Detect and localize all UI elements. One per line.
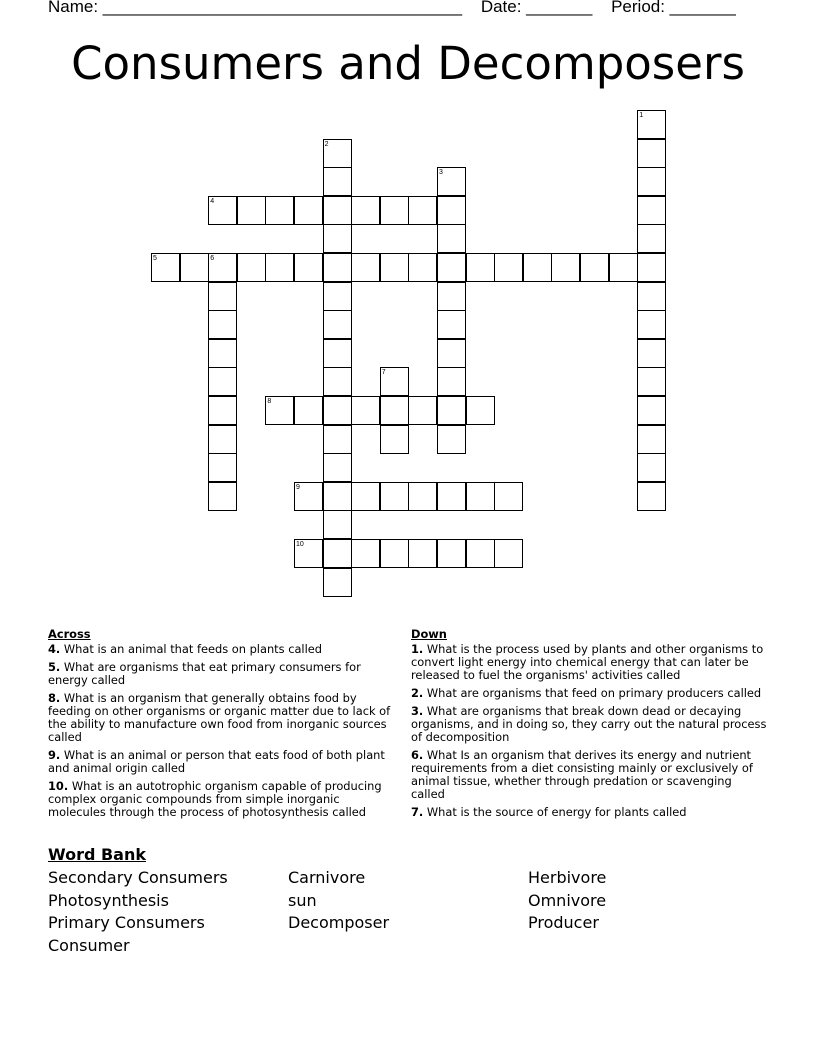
across-clue-5 [48, 661, 400, 687]
clue-number-label: 9 [296, 483, 300, 491]
word-bank-item: Herbivore [528, 868, 607, 887]
word-bank-item: Omnivore [528, 891, 607, 910]
clue-number: 10. [48, 779, 69, 793]
clue-number: 8. [48, 691, 61, 705]
down-clues [411, 628, 767, 824]
crossword-cell[interactable] [380, 396, 409, 425]
word-bank-item: Producer [528, 913, 599, 932]
crossword-cell[interactable] [208, 425, 237, 454]
crossword-cell[interactable] [351, 482, 380, 511]
period-field[interactable]: Period: _______ [611, 0, 736, 16]
across-clues [48, 628, 400, 824]
crossword-cell[interactable] [437, 253, 466, 282]
crossword-cell[interactable] [551, 253, 580, 282]
crossword-cell[interactable] [208, 482, 237, 511]
across-clue-9 [48, 749, 400, 775]
across-heading: Across [48, 627, 91, 641]
clue-number-label: 3 [439, 169, 443, 177]
crossword-cell[interactable] [265, 196, 294, 225]
clue-number-label: 7 [381, 369, 386, 377]
clue-number-label: 4 [210, 197, 215, 205]
word-bank-item: Decomposer [288, 913, 390, 932]
word-bank-item: Photosynthesis [48, 891, 169, 910]
crossword-cell[interactable] [323, 139, 352, 168]
clue-number-label: 2 [324, 140, 329, 148]
clue-number: 9. [48, 748, 61, 762]
crossword-cell[interactable] [237, 196, 266, 225]
crossword-cell[interactable] [437, 224, 466, 253]
crossword-cell[interactable] [637, 282, 666, 311]
crossword-cell[interactable] [494, 482, 523, 511]
word-bank-item: Primary Consumers [48, 913, 205, 932]
crossword-cell[interactable] [351, 253, 380, 282]
crossword-cell[interactable] [637, 139, 666, 168]
crossword-cell[interactable] [351, 196, 380, 225]
crossword-cell[interactable] [437, 425, 466, 454]
clue-number: 5. [48, 660, 61, 674]
crossword-cell[interactable] [323, 453, 352, 482]
crossword-cell[interactable] [523, 253, 552, 282]
crossword-cell[interactable] [637, 196, 666, 225]
crossword-cell[interactable] [323, 196, 352, 225]
crossword-cell[interactable] [265, 253, 294, 282]
clue-number-label: 10 [296, 541, 304, 548]
crossword-cell[interactable] [323, 482, 352, 511]
crossword-cell[interactable] [294, 539, 323, 568]
crossword-cell[interactable] [380, 539, 409, 568]
crossword-cell[interactable] [580, 253, 609, 282]
crossword-cell[interactable] [408, 482, 437, 511]
crossword-cell[interactable] [208, 396, 237, 425]
crossword-cell[interactable] [466, 482, 495, 511]
crossword-cell[interactable] [208, 453, 237, 482]
clue-number-label: 5 [153, 255, 157, 262]
down-clue-6 [411, 749, 767, 801]
crossword-cell[interactable] [351, 396, 380, 425]
crossword-cell[interactable] [494, 253, 523, 282]
clue-number-label: 6 [210, 255, 215, 262]
crossword-cell[interactable] [323, 224, 352, 253]
down-clue-2 [411, 687, 767, 700]
date-field[interactable]: Date: _______ [480, 0, 593, 16]
crossword-cell[interactable] [323, 339, 352, 368]
page-title: Consumers and Decomposers [71, 37, 745, 90]
crossword-cell[interactable] [437, 367, 466, 396]
crossword-cell[interactable] [294, 396, 323, 425]
crossword-cell[interactable] [323, 282, 352, 311]
across-clue-4 [48, 643, 400, 656]
crossword-cell[interactable] [180, 253, 209, 282]
word-bank-item: Carnivore [288, 868, 366, 887]
crossword-cell[interactable] [208, 339, 237, 368]
crossword-cell[interactable] [637, 110, 666, 139]
crossword-cell[interactable] [437, 167, 466, 196]
crossword-cell[interactable] [466, 539, 495, 568]
clue-text: What Is an organism that derives its energy and nutrient requirements from a diet consisting mainly or exclusively of animal tissue, whether through predation or scavenging called [411, 748, 753, 801]
crossword-cell[interactable] [323, 396, 352, 425]
crossword-cell[interactable] [637, 310, 666, 339]
clue-number: 6. [411, 748, 424, 762]
crossword-cell[interactable] [208, 253, 237, 282]
word-bank-item: Consumer [48, 936, 130, 955]
clue-number: 2. [411, 686, 424, 700]
crossword-cell[interactable] [294, 196, 323, 225]
crossword-cell[interactable] [437, 539, 466, 568]
crossword-cell[interactable] [609, 253, 638, 282]
crossword-cell[interactable] [323, 253, 352, 282]
crossword-cell[interactable] [323, 510, 352, 539]
crossword-cell[interactable] [637, 253, 666, 282]
crossword-cell[interactable] [323, 367, 352, 396]
crossword-cell[interactable] [408, 539, 437, 568]
clue-number: 1. [411, 642, 424, 656]
crossword-cell[interactable] [294, 482, 323, 511]
across-clue-8 [48, 692, 400, 744]
clue-text: What is an animal that feeds on plants called [63, 642, 323, 656]
crossword-cell[interactable] [294, 253, 323, 282]
crossword-cell[interactable] [466, 396, 495, 425]
crossword-cell[interactable] [323, 167, 352, 196]
crossword-cell[interactable] [637, 482, 666, 511]
word-bank-item: Secondary Consumers [48, 868, 228, 887]
down-clue-3 [411, 705, 767, 744]
across-clue-10 [48, 780, 400, 819]
crossword-cell[interactable] [437, 282, 466, 311]
crossword-cell[interactable] [208, 310, 237, 339]
crossword-cell[interactable] [637, 396, 666, 425]
name-field[interactable]: Name: ______________________________________ [48, 0, 463, 16]
crossword-cell[interactable] [408, 396, 437, 425]
clue-text: What is an autotrophic organism capable of producing complex organic compounds from simple inorganic molecules through the process of photosynthesis called [48, 779, 382, 819]
clue-text: What are organisms that feed on primary producers called [426, 686, 762, 700]
crossword-cell[interactable] [437, 396, 466, 425]
clue-number-label: 1 [639, 112, 644, 119]
crossword-cell[interactable] [380, 253, 409, 282]
clue-text: What is the source of energy for plants called [426, 805, 687, 819]
crossword-cell[interactable] [408, 253, 437, 282]
crossword-cell[interactable] [437, 482, 466, 511]
crossword-cell[interactable] [380, 482, 409, 511]
crossword-cell[interactable] [637, 339, 666, 368]
crossword-cell[interactable] [380, 425, 409, 454]
crossword-cell[interactable] [323, 425, 352, 454]
crossword-cell[interactable] [380, 367, 409, 396]
clue-text: What are organisms that break down dead or decaying organisms, and in doing so, they carry out the natural process of decomposition [411, 704, 767, 744]
crossword-cell[interactable] [637, 425, 666, 454]
clue-text: What is an organism that generally obtains food by feeding on other organisms or organic matter due to lack of the ability to manufacture own food from inorganic sources called [48, 691, 391, 744]
clue-number: 7. [411, 805, 424, 819]
clue-text: What is the process used by plants and other organisms to convert light energy into chemical energy that can later be released to fuel the organisms' activities called [411, 642, 764, 682]
crossword-cell[interactable] [437, 196, 466, 225]
clue-number: 4. [48, 642, 61, 656]
crossword-cell[interactable] [208, 282, 237, 311]
word-bank-title: Word Bank [48, 845, 147, 864]
crossword-cell[interactable] [208, 196, 237, 225]
crossword-cell[interactable] [265, 396, 294, 425]
crossword-cell[interactable] [408, 196, 437, 225]
crossword-cell[interactable] [323, 310, 352, 339]
crossword-cell[interactable] [637, 453, 666, 482]
down-heading: Down [411, 627, 447, 641]
clue-text: What is an animal or person that eats food of both plant and animal origin called [48, 748, 385, 775]
crossword-cell[interactable] [380, 196, 409, 225]
crossword-cell[interactable] [637, 367, 666, 396]
crossword-cell[interactable] [323, 539, 352, 568]
crossword-cell[interactable] [437, 339, 466, 368]
clue-text: What are organisms that eat primary consumers for energy called [48, 660, 361, 687]
down-clue-1 [411, 643, 767, 682]
crossword-cell[interactable] [237, 253, 266, 282]
clue-number: 3. [411, 704, 424, 718]
crossword-cell[interactable] [323, 568, 352, 597]
crossword-cell[interactable] [637, 167, 666, 196]
word-bank-item: sun [288, 891, 317, 910]
clue-number-label: 8 [267, 398, 272, 405]
crossword-cell[interactable] [637, 224, 666, 253]
crossword-cell[interactable] [466, 253, 495, 282]
crossword-cell[interactable] [437, 310, 466, 339]
crossword-cell[interactable] [351, 539, 380, 568]
crossword-cell[interactable] [151, 253, 180, 282]
crossword-cell[interactable] [208, 367, 237, 396]
crossword-cell[interactable] [494, 539, 523, 568]
down-clue-7 [411, 806, 767, 819]
